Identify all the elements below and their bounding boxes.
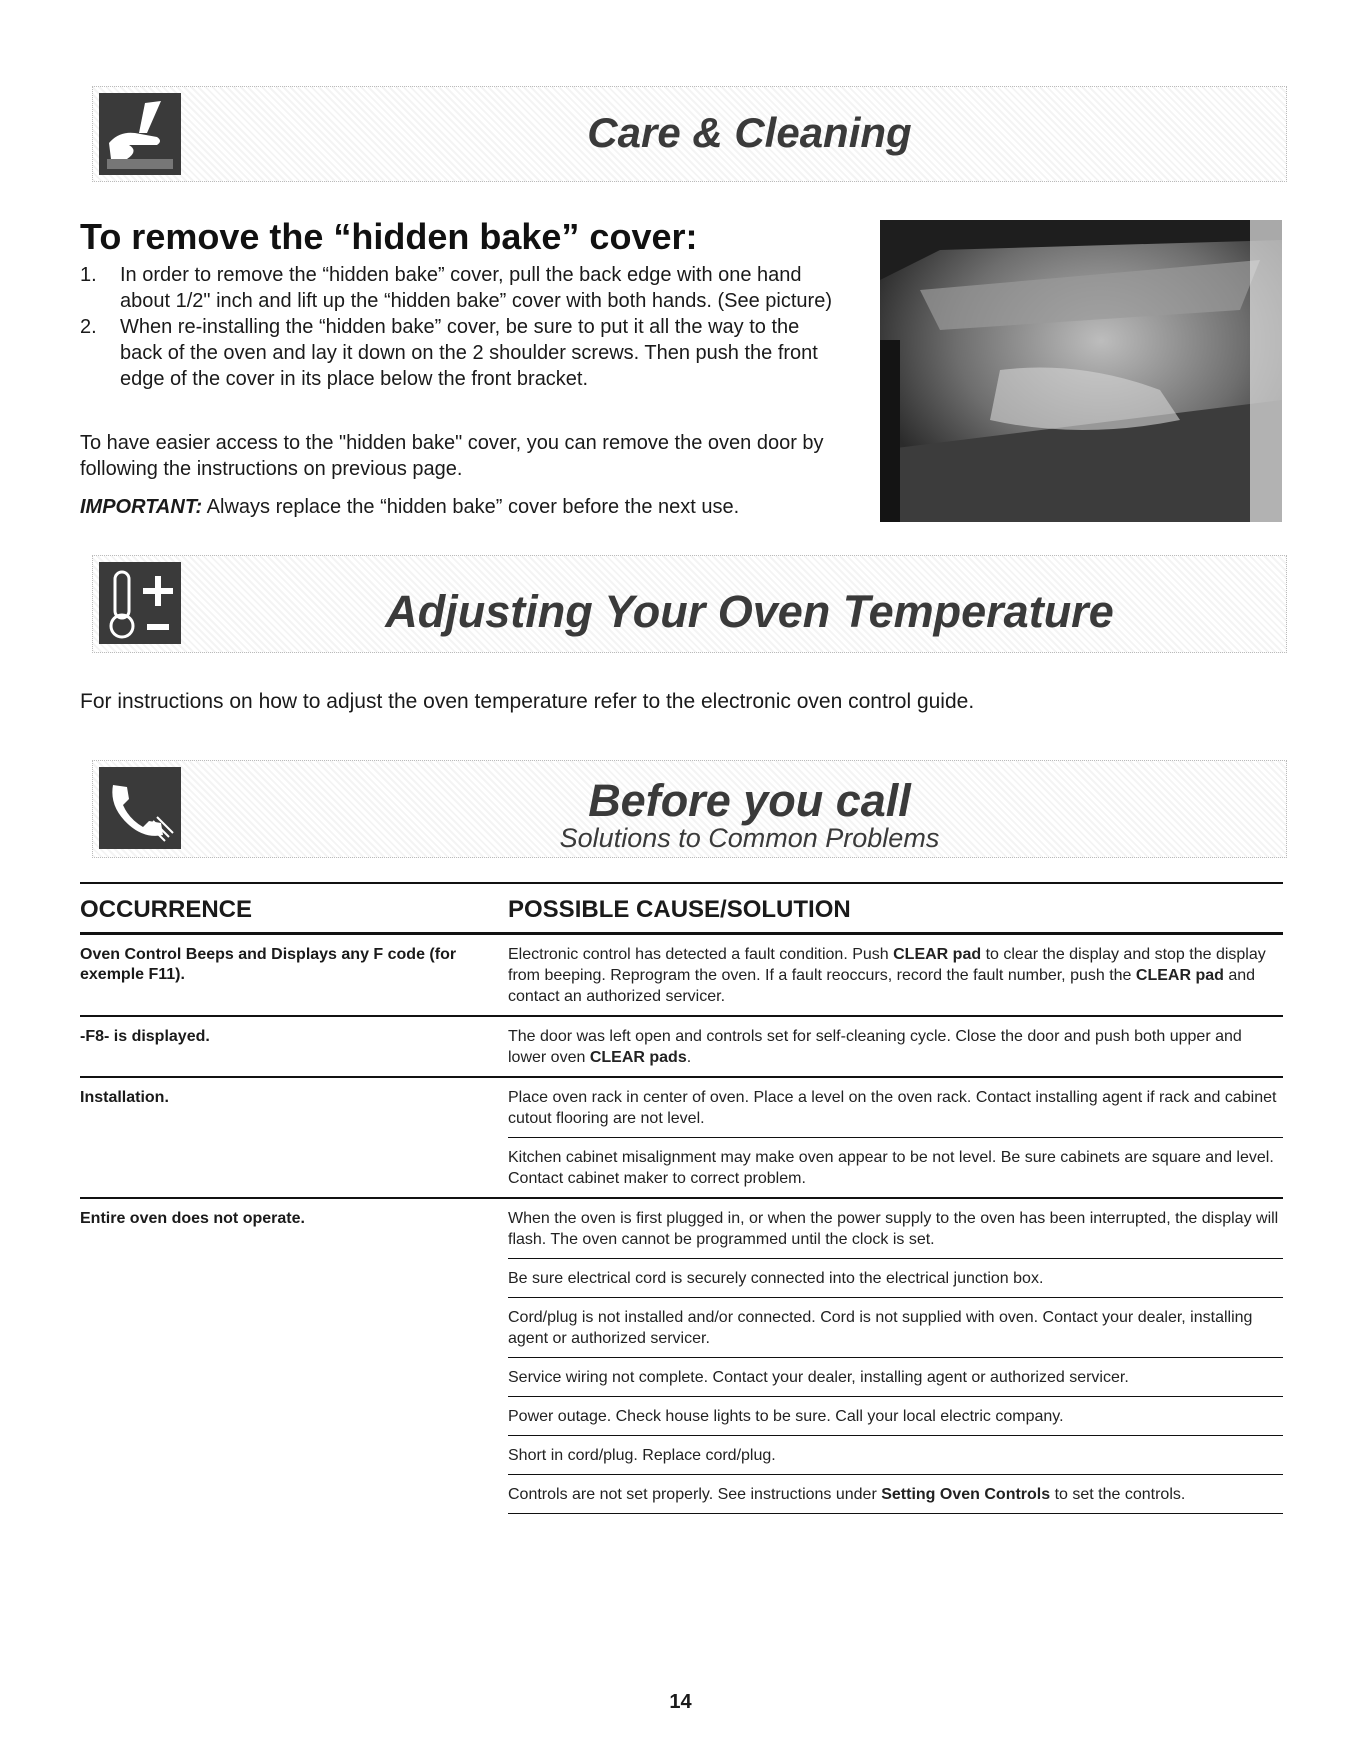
solution-cell [508,935,1283,1015]
hidden-bake-heading: To remove the “hidden bake” cover: [80,216,698,257]
solution-item [508,1474,1283,1513]
hidden-bake-cover-photo [880,220,1282,522]
adjust-temperature-text: For instructions on how to adjust the oven temperature refer to the electronic oven control guide. [80,690,975,713]
adjust-temperature-title: Adjusting Your Oven Temperature [385,586,1114,637]
important-text: Always replace the “hidden bake” cover before the next use. [202,496,740,518]
solution-item: Short in cord/plug. Replace cord/plug. [508,1435,1283,1474]
solution-bold: CLEAR pad [893,946,982,963]
before-you-call-subtitle: Solutions to Common Problems [559,823,940,853]
occurrence-cell: Installation. [80,1089,169,1106]
important-label: IMPORTANT: [80,496,203,518]
solution-item [508,935,1283,1015]
solution-item: Cord/plug is not installed and/or connected. Cord is not supplied with oven. Contact your dealer, installing agent or authorized servicer. [508,1297,1283,1357]
occurrence-cell: Entire oven does not operate. [80,1210,305,1227]
table-row [80,1017,1283,1078]
step-item [80,314,845,392]
care-cleaning-banner [92,86,1287,182]
care-cleaning-title: Care & Cleaning [587,109,912,156]
step-text: In order to remove the “hidden bake” cover, pull the back edge with one hand about 1/2" inch and lift up the “hidden bake” cover with both hands. (See picture) [120,264,832,312]
solution-header: POSSIBLE CAUSE/SOLUTION [508,896,851,923]
before-you-call-banner [92,760,1287,858]
access-paragraph: To have easier access to the "hidden bake" cover, you can remove the oven door by following the instructions on previous page. [80,432,824,480]
troubleshooting-table [80,882,1283,1514]
step-number: 1. [80,264,97,286]
occurrence-cell: Oven Control Beeps and Displays any F code (for exemple F11). [80,946,457,983]
solution-text: Controls are not set properly. See instructions under [508,1486,882,1503]
cleaning-hand-icon [99,93,181,175]
step-number: 2. [80,316,97,338]
solution-item [508,1017,1283,1076]
table-row [80,1199,1283,1514]
solution-text: and contact an authorized servicer. [508,967,1256,1005]
solution-bold: CLEAR pad [1135,967,1224,984]
solution-item: Service wiring not complete. Contact your dealer, installing agent or authorized servicer. [508,1357,1283,1396]
solution-bold: CLEAR pads [589,1049,687,1066]
important-paragraph [80,494,850,520]
solution-cell [508,1199,1283,1514]
solution-item: Be sure electrical cord is securely connected into the electrical junction box. [508,1258,1283,1297]
phone-icon [99,767,181,849]
thermometer-plus-minus-icon [99,562,181,644]
solution-item: Place oven rack in center of oven. Place a level on the oven rack. Contact installing agent if rack and cabinet cutout flooring are not level. [508,1089,1277,1127]
solution-item: When the oven is first plugged in, or when the power supply to the oven has been interrupted, the display will flash. The oven cannot be programmed until the clock is set. [508,1210,1279,1248]
solution-text: The door was left open and controls set for self-cleaning cycle. Close the door and push both upper and lower oven [508,1028,1242,1066]
table-row [80,935,1283,1017]
solution-text: to clear the display and stop the display from beeping. Reprogram the oven. If a fault reoccurs, record the fault number, push the [508,946,1266,984]
solution-text: Electronic control has detected a fault condition. Push [508,946,894,963]
table-row [80,1078,1283,1199]
page-number: 14 [669,1691,692,1713]
solution-item: Kitchen cabinet misalignment may make oven appear to be not level. Be sure cabinets are square and level. Contact cabinet maker to correct problem. [508,1137,1283,1197]
occurrence-header: OCCURRENCE [80,896,253,923]
solution-text: to set the controls. [1050,1486,1186,1503]
solution-bold: Setting Oven Controls [881,1486,1051,1503]
adjust-temperature-banner [92,555,1287,653]
solution-text: . [686,1049,692,1066]
solution-cell [508,1078,1283,1197]
step-text: When re-installing the “hidden bake” cover, be sure to put it all the way to the back of the oven and lay it down on the 2 shoulder screws. Then push the front edge of the cover in its place below the front bracket. [120,316,818,390]
table-header [80,882,1283,935]
step-item [80,262,845,314]
solution-item: Power outage. Check house lights to be sure. Call your local electric company. [508,1396,1283,1435]
solution-cell [508,1017,1283,1076]
hidden-bake-steps [80,262,845,392]
before-you-call-title: Before you call [588,775,911,826]
occurrence-cell: -F8- is displayed. [80,1028,210,1045]
